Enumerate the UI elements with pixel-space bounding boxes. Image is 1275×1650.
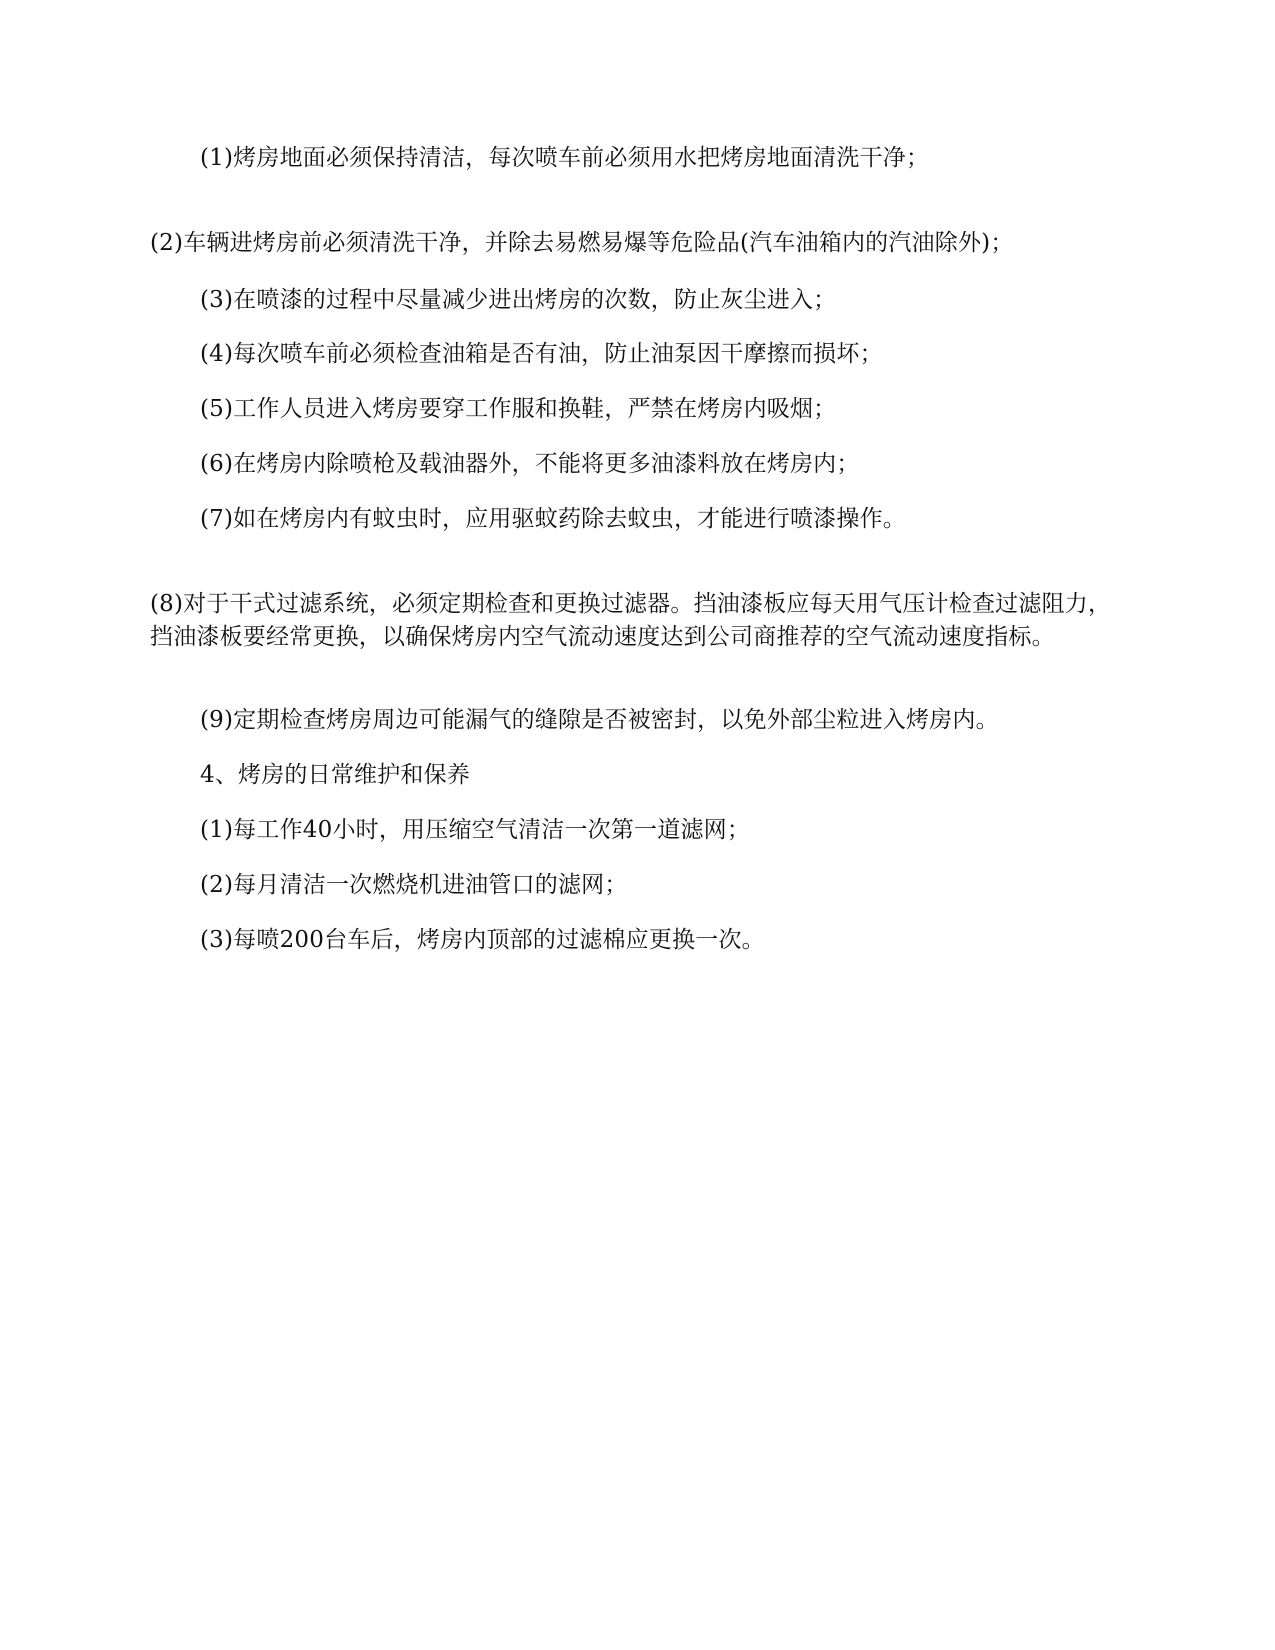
paragraph-maintenance-2: (2)每月清洁一次燃烧机进油管口的滤网； — [200, 872, 628, 898]
paragraph-rule-8: (8)对于干式过滤系统，必须定期检查和更换过滤器。挡油漆板应每天用气压计检查过滤阻力，挡油漆板要经常更换，以确保烤房内空气流动速度达到公司商推荐的空气流动速度指标。 — [150, 591, 1112, 650]
section-heading-maintenance: 4、烤房的日常维护和保养 — [200, 762, 471, 788]
paragraph-rule-9: (9)定期检查烤房周边可能漏气的缝隙是否被密封，以免外部尘粒进入烤房内。 — [200, 707, 999, 733]
paragraph-rule-6: (6)在烤房内除喷枪及载油器外，不能将更多油漆料放在烤房内； — [200, 451, 860, 477]
paragraph-maintenance-1: (1)每工作40小时，用压缩空气清洁一次第一道滤网； — [200, 817, 751, 843]
paragraph-rule-5: (5)工作人员进入烤房要穿工作服和换鞋，严禁在烤房内吸烟； — [200, 396, 837, 422]
paragraph-rule-4: (4)每次喷车前必须检查油箱是否有油，防止油泵因干摩擦而损坏； — [200, 341, 883, 367]
paragraph-rule-1: (1)烤房地面必须保持清洁，每次喷车前必须用水把烤房地面清洗干净； — [200, 145, 930, 171]
paragraph-rule-3: (3)在喷漆的过程中尽量减少进出烤房的次数，防止灰尘进入； — [200, 287, 837, 313]
paragraph-maintenance-3: (3)每喷200台车后，烤房内顶部的过滤棉应更换一次。 — [200, 927, 765, 953]
paragraph-rule-7: (7)如在烤房内有蚊虫时，应用驱蚊药除去蚊虫，才能进行喷漆操作。 — [200, 506, 906, 532]
paragraph-rule-2: (2)车辆进烤房前必须清洗干净，并除去易燃易爆等危险品(汽车油箱内的汽油除外)； — [150, 230, 1014, 256]
